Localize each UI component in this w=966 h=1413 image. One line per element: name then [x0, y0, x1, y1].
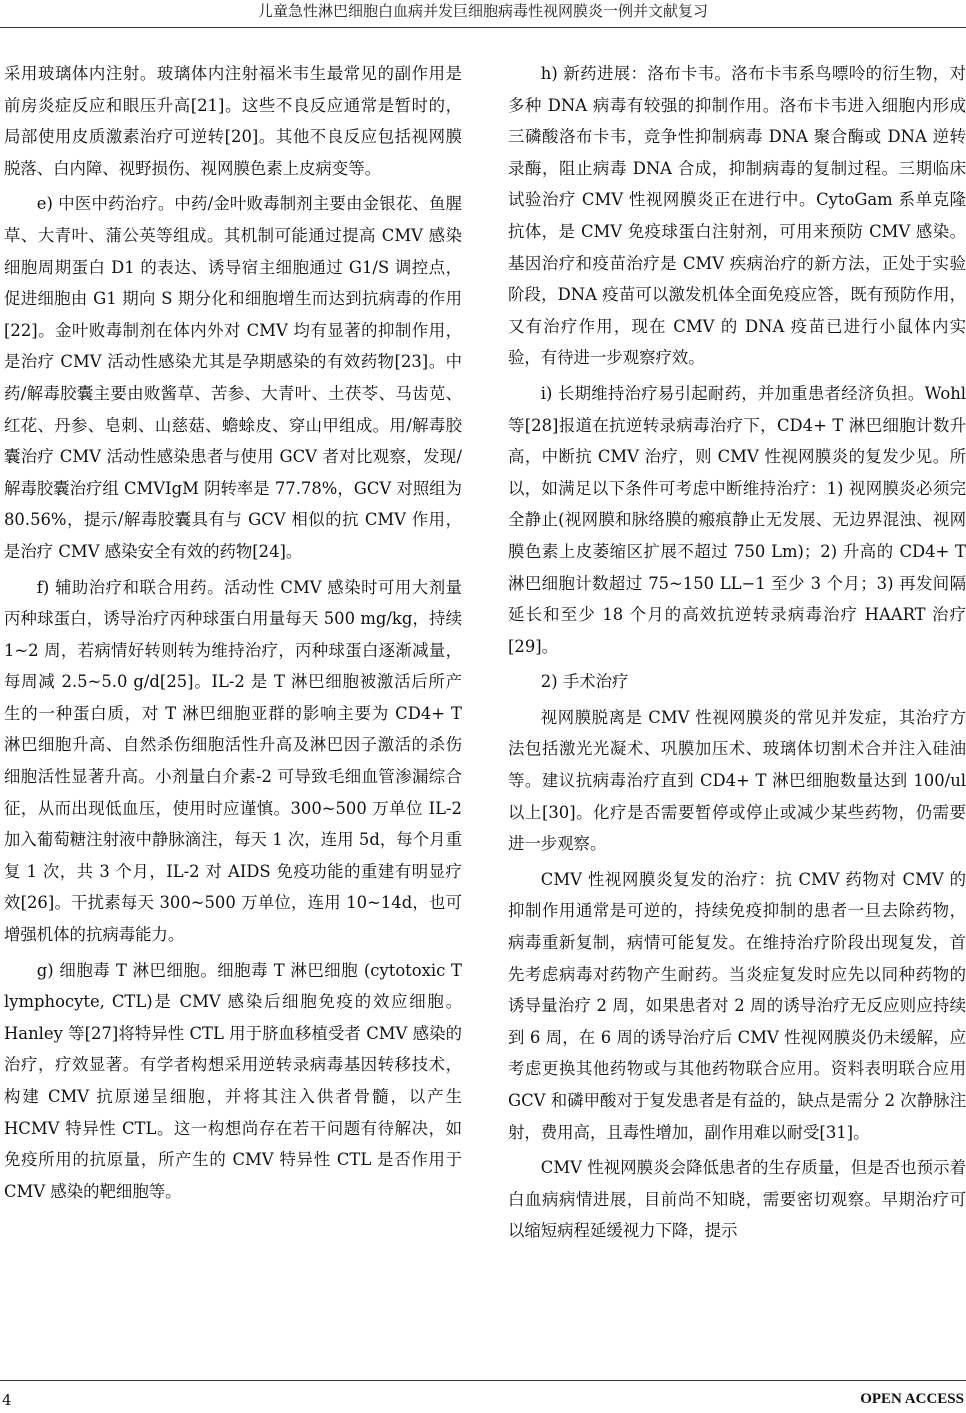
- running-header-title: 儿童急性淋巴细胞白血病并发巨细胞病毒性视网膜炎一例并文献复习: [257, 2, 708, 20]
- right-column: [508, 58, 966, 1251]
- paragraph-left-4: g) 细胞毒 T 淋巴细胞。细胞毒 T 淋巴细胞 (cytotoxic T lymphocyte, CTL)是 CMV 感染后细胞免疫的效应细胞。Hanley 等[27]将特异性 CTL 用于脐血移植受者 CMV 感染的治疗，疗效显著。有学者构想采用逆转录病毒基因转移技术，构建 CMV 抗原递呈细胞，并将其注入供者骨髓，以产生 HCMV 特异性 CTL。这一构想尚存在若干问题有待解决，如免疫所用的抗原量，所产生的 CMV 特异性 CTL 是否作用于 CMV 感染的靶细胞等。: [4, 960, 462, 1201]
- paragraph-right-2: i) 长期维持治疗易引起耐药，并加重患者经济负担。Wohl 等[28]报道在抗逆转录病毒治疗下，CD4+ T 淋巴细胞计数升高，中断抗 CMV 治疗，则 CMV 性视网膜炎的复发少见。所以，如满足以下条件可考虑中断维持治疗：1) 视网膜炎必须完全静止(视网膜和脉络膜的瘢痕静止无发展、无边界混浊、视网膜色素上皮萎缩区扩展不超过 750 Lm)；2) 升高的 CD4+ T 淋巴细胞计数超过 75~150 LL−1 至少 3 个月；3) 再发间隔延长和至少 18 个月的高效抗逆转录病毒治疗 HAART 治疗[29]。: [508, 383, 966, 656]
- running-header: [0, 0, 966, 28]
- paragraph-right-1: h) 新药进展：洛布卡韦。洛布卡韦系鸟嘌呤的衍生物，对多种 DNA 病毒有较强的抑制作用。洛布卡韦进入细胞内形成三磷酸洛布卡韦，竞争性抑制病毒 DNA 聚合酶或 DNA 逆转录酶，阻止病毒 DNA 合成，抑制病毒的复制过程。三期临床试验治疗 CMV 性视网膜炎正在进行中。CytoGam 系单克隆抗体，是 CMV 免疫球蛋白注射剂，可用来预防 CMV 感染。基因治疗和疫苗治疗是 CMV 疾病治疗的新方法，正处于实验阶段，DNA 疫苗可以激发机体全面免疫应答，既有预防作用，又有治疗作用，现在 CMV 的 DNA 疫苗已进行小鼠体内实验，有待进一步观察疗效。: [508, 64, 966, 368]
- paragraph-right-4: CMV 性视网膜炎复发的治疗：抗 CMV 药物对 CMV 的抑制作用通常是可逆的，持续免疫抑制的患者一旦去除药物，病毒重新复制，病情可能复发。在维持治疗阶段出现复发，首先考虑病毒对药物产生耐药。当炎症复发时应先以同种药物的诱导量治疗 2 周，如果患者对 2 周的诱导治疗无反应则应持续到 6 周，在 6 周的诱导治疗后 CMV 性视网膜炎仍未缓解，应考虑更换其他药物或与其他药物联合应用。资料表明联合应用 GCV 和磷甲酸对于复发患者是有益的，缺点是需分 2 次静脉注射，费用高，且毒性增加，副作用难以耐受[31]。: [508, 869, 966, 1142]
- paragraph-right-5: CMV 性视网膜炎会降低患者的生存质量，但是否也预示着白血病病情进展，目前尚不知晓，需要密切观察。早期治疗可以缩短病程延缓视力下降，提示: [508, 1158, 966, 1241]
- paragraph-right-3: 视网膜脱离是 CMV 性视网膜炎的常见并发症，其治疗方法包括激光光凝术、巩膜加压术、玻璃体切割术合并注入硅油等。建议抗病毒治疗直到 CD4+ T 淋巴细胞数量达到 100/ul 以上[30]。化疗是否需要暂停或停止或减少某些药物，仍需要进一步观察。: [508, 707, 966, 854]
- paragraph-left-2: e) 中医中药治疗。中药/金叶败毒制剂主要由金银花、鱼腥草、大青叶、蒲公英等组成。其机制可能通过提高 CMV 感染细胞周期蛋白 D1 的表达、诱导宿主细胞通过 G1/S 调控点，促进细胞由 G1 期向 S 期分化和细胞增生而达到抗病毒的作用[22]。金叶败毒制剂在体内外对 CMV 均有显著的抑制作用，是治疗 CMV 活动性感染尤其是孕期感染的有效药物[23]。中药/解毒胶囊主要由败酱草、苦参、大青叶、土茯苓、马齿苋、红花、丹参、皂刺、山慈菇、蟾蜍皮、穿山甲组成。用/解毒胶囊治疗 CMV 活动性感染患者与使用 GCV 者对比观察，发现/解毒胶囊治疗组 CMVIgM 阴转率是 77.78%，GCV 对照组为 80.56%，提示/解毒胶囊具有与 GCV 相似的抗 CMV 作用，是治疗 CMV 感染安全有效的药物[24]。: [4, 194, 462, 561]
- page-number: 4: [2, 1391, 12, 1409]
- section-heading-surgery: 2) 手术治疗: [540, 672, 629, 692]
- paragraph-left-3: f) 辅助治疗和联合用药。活动性 CMV 感染时可用大剂量丙种球蛋白，诱导治疗丙种球蛋白用量每天 500 mg/kg，持续 1~2 周，若病情好转则转为维持治疗，丙种球蛋白逐渐减量，每周减 2.5~5.0 g/d[25]。IL-2 是 T 淋巴细胞被激活后所产生的一种蛋白质，对 T 淋巴细胞亚群的影响主要为 CD4+ T 淋巴细胞升高、自然杀伤细胞活性升高及淋巴因子激活的杀伤细胞活性显著升高。小剂量白介素-2 可导致毛细血管渗漏综合征，从而出现低血压，使用时应谨慎。300~500 万单位 IL-2 加入葡萄糖注射液中静脉滴注，每天 1 次，连用 5d，每个月重复 1 次，共 3 个月，IL-2 对 AIDS 免疫功能的重建有明显疗效[26]。干扰素每天 300~500 万单位，连用 10~14d，也可增强机体的抗病毒能力。: [4, 577, 462, 945]
- page-footer: [0, 1380, 966, 1413]
- paragraph-left-1: 采用玻璃体内注射。玻璃体内注射福米韦生最常见的副作用是前房炎症反应和眼压升高[21]。这些不良反应通常是暂时的，局部使用皮质激素治疗可逆转[20]。其他不良反应包括视网膜脱落、白内障、视野损伤、视网膜色素上皮病变等。: [4, 64, 462, 178]
- open-access-label: OPEN ACCESS: [860, 1391, 964, 1407]
- left-column: [4, 58, 462, 1211]
